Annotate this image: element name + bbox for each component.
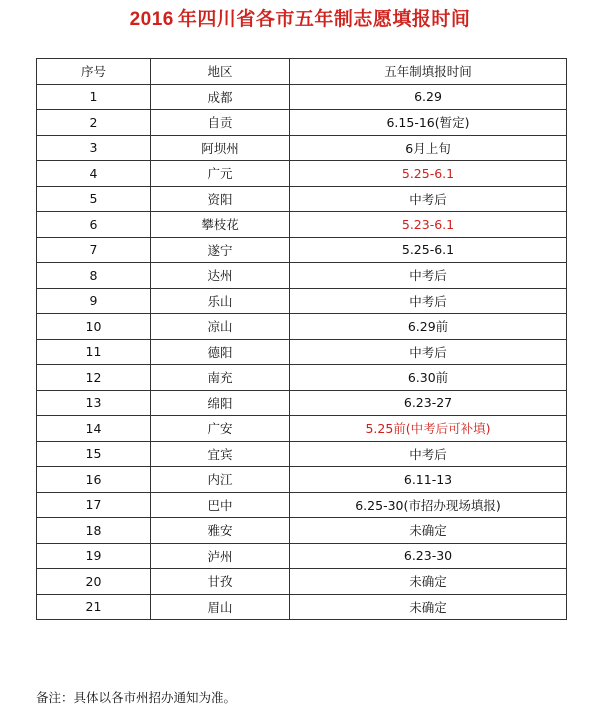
row-index: 8 bbox=[37, 263, 151, 289]
table-row bbox=[37, 237, 567, 263]
row-index: 9 bbox=[37, 288, 151, 314]
table-row bbox=[37, 390, 567, 416]
row-time: 6.15-16(暂定) bbox=[290, 110, 567, 136]
table-row bbox=[37, 288, 567, 314]
row-region: 巴中 bbox=[151, 492, 290, 518]
row-index: 10 bbox=[37, 314, 151, 340]
table-row bbox=[37, 492, 567, 518]
row-time: 未确定 bbox=[290, 569, 567, 595]
table-row bbox=[37, 186, 567, 212]
row-time: 5.23-6.1 bbox=[290, 212, 567, 238]
row-index: 5 bbox=[37, 186, 151, 212]
row-region: 泸州 bbox=[151, 543, 290, 569]
row-region: 阿坝州 bbox=[151, 135, 290, 161]
row-region: 攀枝花 bbox=[151, 212, 290, 238]
table-row bbox=[37, 441, 567, 467]
header-time: 五年制填报时间 bbox=[290, 59, 567, 85]
page-title bbox=[0, 4, 600, 31]
header-region: 地区 bbox=[151, 59, 290, 85]
row-time: 6.29 bbox=[290, 84, 567, 110]
row-region: 广元 bbox=[151, 161, 290, 187]
row-time: 中考后 bbox=[290, 186, 567, 212]
row-index: 6 bbox=[37, 212, 151, 238]
row-index: 16 bbox=[37, 467, 151, 493]
row-region: 内江 bbox=[151, 467, 290, 493]
row-time: 5.25-6.1 bbox=[290, 237, 567, 263]
row-index: 12 bbox=[37, 365, 151, 391]
row-time: 6.23-30 bbox=[290, 543, 567, 569]
row-region: 自贡 bbox=[151, 110, 290, 136]
row-index: 17 bbox=[37, 492, 151, 518]
table-row bbox=[37, 212, 567, 238]
table-row bbox=[37, 569, 567, 595]
row-region: 绵阳 bbox=[151, 390, 290, 416]
table-row bbox=[37, 594, 567, 620]
table-row bbox=[37, 161, 567, 187]
table-row bbox=[37, 518, 567, 544]
table-row bbox=[37, 543, 567, 569]
table-row bbox=[37, 365, 567, 391]
row-region: 德阳 bbox=[151, 339, 290, 365]
row-region: 成都 bbox=[151, 84, 290, 110]
row-time: 5.25前(中考后可补填) bbox=[290, 416, 567, 442]
row-index: 7 bbox=[37, 237, 151, 263]
row-region: 宜宾 bbox=[151, 441, 290, 467]
table-row bbox=[37, 467, 567, 493]
row-index: 1 bbox=[37, 84, 151, 110]
row-region: 资阳 bbox=[151, 186, 290, 212]
footnote: 备注：具体以各市州招办通知为准。 bbox=[36, 690, 237, 705]
table-row bbox=[37, 135, 567, 161]
row-index: 18 bbox=[37, 518, 151, 544]
row-index: 19 bbox=[37, 543, 151, 569]
row-index: 14 bbox=[37, 416, 151, 442]
header-index: 序号 bbox=[37, 59, 151, 85]
row-index: 20 bbox=[37, 569, 151, 595]
row-index: 3 bbox=[37, 135, 151, 161]
table-row bbox=[37, 339, 567, 365]
row-index: 4 bbox=[37, 161, 151, 187]
row-region: 遂宁 bbox=[151, 237, 290, 263]
table-row bbox=[37, 416, 567, 442]
row-region: 乐山 bbox=[151, 288, 290, 314]
row-time: 5.25-6.1 bbox=[290, 161, 567, 187]
title-text: 年四川省各市五年制志愿填报时间 bbox=[177, 8, 471, 30]
table-row bbox=[37, 110, 567, 136]
row-time: 中考后 bbox=[290, 288, 567, 314]
row-time: 中考后 bbox=[290, 441, 567, 467]
row-time: 中考后 bbox=[290, 263, 567, 289]
row-index: 15 bbox=[37, 441, 151, 467]
row-index: 13 bbox=[37, 390, 151, 416]
row-time: 6.25-30(市招办现场填报) bbox=[290, 492, 567, 518]
row-time: 未确定 bbox=[290, 518, 567, 544]
row-time: 6.23-27 bbox=[290, 390, 567, 416]
table-row bbox=[37, 84, 567, 110]
row-region: 凉山 bbox=[151, 314, 290, 340]
row-index: 21 bbox=[37, 594, 151, 620]
row-time: 6.11-13 bbox=[290, 467, 567, 493]
row-region: 甘孜 bbox=[151, 569, 290, 595]
table-row bbox=[37, 314, 567, 340]
row-region: 南充 bbox=[151, 365, 290, 391]
title-year: 2016 bbox=[129, 9, 174, 30]
row-region: 雅安 bbox=[151, 518, 290, 544]
row-time: 未确定 bbox=[290, 594, 567, 620]
row-region: 达州 bbox=[151, 263, 290, 289]
row-region: 广安 bbox=[151, 416, 290, 442]
table-header-row bbox=[37, 59, 567, 85]
row-time: 6月上旬 bbox=[290, 135, 567, 161]
schedule-table bbox=[36, 58, 567, 620]
row-time: 中考后 bbox=[290, 339, 567, 365]
row-index: 2 bbox=[37, 110, 151, 136]
row-index: 11 bbox=[37, 339, 151, 365]
table-row bbox=[37, 263, 567, 289]
row-time: 6.30前 bbox=[290, 365, 567, 391]
row-region: 眉山 bbox=[151, 594, 290, 620]
row-time: 6.29前 bbox=[290, 314, 567, 340]
